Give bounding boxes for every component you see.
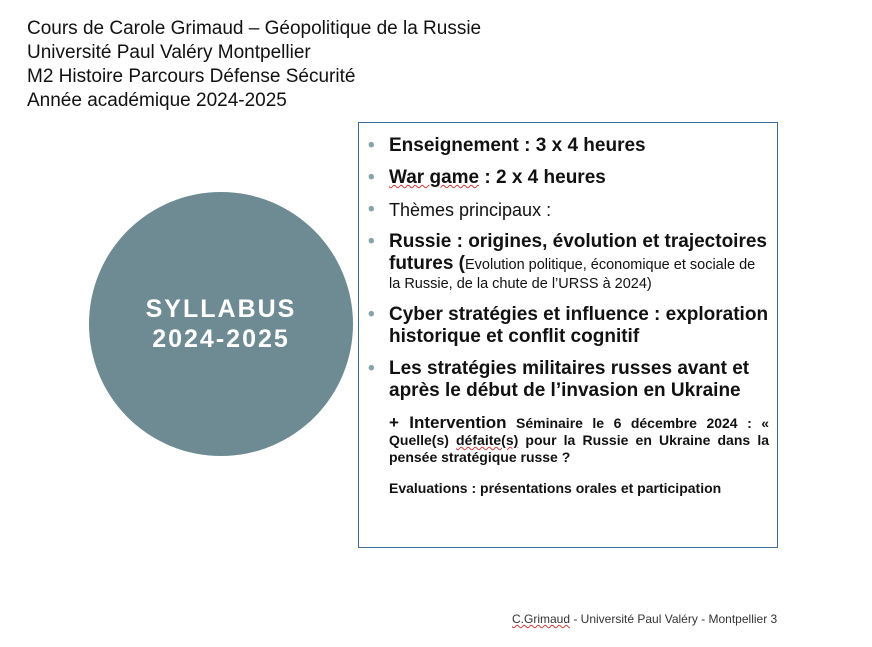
intervention-text-a: Séminaire le 6 décembre 2024 : « Quelle(s) bbox=[389, 415, 769, 448]
footer-institution: - Université Paul Valéry - Montpellier 3 bbox=[570, 612, 778, 626]
bullet-russia-detail: Evolution politique, économique et sociale de la Russie, de la chute de l’URSS à 2024) bbox=[389, 257, 756, 292]
program-name: M2 Histoire Parcours Défense Sécurité bbox=[27, 66, 356, 87]
intervention-text-b: défaite(s) bbox=[456, 432, 519, 448]
bullet-item bbox=[367, 358, 769, 402]
bullet-dot-icon: • bbox=[368, 199, 375, 220]
bullet-teaching: Enseignement : 3 x 4 heures bbox=[389, 135, 646, 156]
bullet-item bbox=[367, 135, 769, 157]
syllabus-circle bbox=[89, 192, 353, 456]
footer-author: C.Grimaud bbox=[512, 612, 571, 626]
slide-footer bbox=[512, 612, 777, 626]
bullet-dot-icon: • bbox=[368, 135, 375, 156]
intervention-text-c: pour la Russie en Ukraine dans la pensée stratégique russe ? bbox=[389, 432, 769, 465]
bullet-themes: Thèmes principaux : bbox=[389, 200, 552, 220]
bullet-item bbox=[367, 304, 769, 348]
university-name: Université Paul Valéry Montpellier bbox=[27, 42, 311, 63]
bullet-dot-icon: • bbox=[368, 304, 375, 325]
intervention-note bbox=[389, 414, 769, 466]
bullet-wargame-hours: : 2 x 4 heures bbox=[479, 167, 606, 188]
academic-year: Année académique 2024-2025 bbox=[27, 90, 287, 111]
bullet-wargame-label: War game bbox=[389, 167, 480, 188]
syllabus-year: 2024-2025 bbox=[152, 325, 290, 353]
bullet-russia-theme: Russie : origines, évolution et trajectoires futures ( bbox=[389, 231, 767, 274]
bullet-dot-icon: • bbox=[368, 231, 375, 252]
bullet-item bbox=[367, 167, 769, 189]
bullet-list bbox=[367, 135, 769, 402]
bullet-dot-icon: • bbox=[368, 358, 375, 379]
slide-header bbox=[27, 17, 481, 113]
bullet-item bbox=[367, 231, 769, 294]
intervention-lead: + Intervention bbox=[389, 413, 507, 432]
evaluations-note: Evaluations : présentations orales et participation bbox=[389, 480, 722, 496]
bullet-item bbox=[367, 199, 769, 221]
bullet-military-theme: Les stratégies militaires russes avant et après le début de l’invasion en Ukraine bbox=[389, 358, 750, 401]
bullet-cyber-theme: Cyber stratégies et influence : exploration historique et conflit cognitif bbox=[389, 304, 769, 347]
syllabus-title: SYLLABUS bbox=[145, 295, 297, 323]
course-title: Cours de Carole Grimaud – Géopolitique de la Russie bbox=[27, 18, 482, 39]
bullet-dot-icon: • bbox=[368, 167, 375, 188]
content-box bbox=[358, 122, 778, 548]
